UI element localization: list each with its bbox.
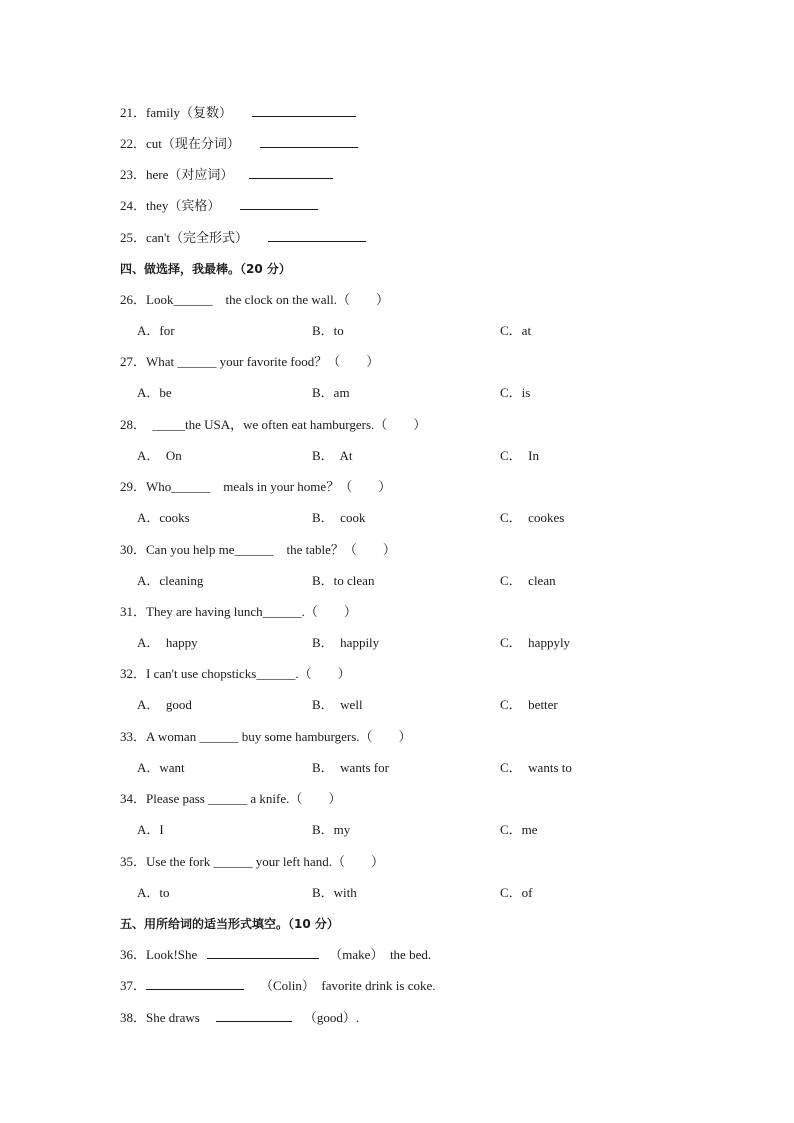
fill-item-row	[120, 135, 358, 153]
section-four-heading: 四、做选择，我最棒。（20 分）	[120, 262, 291, 276]
answer-blank[interactable]	[207, 946, 319, 959]
question-text: （good）.	[303, 1010, 360, 1025]
question-text: the table？（ ）	[273, 542, 396, 557]
question-number: 34．	[120, 791, 147, 806]
question-prompt: family（复数）	[146, 105, 232, 120]
question-number: 32．	[120, 666, 147, 681]
answer-blank[interactable]	[260, 135, 358, 148]
question-prompt: can't（完全形式）	[146, 230, 249, 245]
question-row	[120, 728, 412, 746]
question-number: 31．	[120, 604, 147, 619]
question-number: 23．	[120, 167, 147, 182]
option-b[interactable]: B．am	[312, 385, 350, 400]
option-b[interactable]: B．to clean	[312, 573, 375, 588]
question-number: 38．	[120, 1010, 147, 1025]
question-text: buy some hamburgers.（ ）	[238, 729, 412, 744]
question-prompt: cut（现在分词）	[146, 136, 240, 151]
question-text: I can't use chopsticks	[146, 666, 257, 681]
option-a[interactable]: A． good	[137, 697, 192, 712]
option-b[interactable]: B． well	[312, 697, 363, 712]
question-number: 33．	[120, 729, 147, 744]
option-b[interactable]: B．to	[312, 323, 344, 338]
question-row	[120, 478, 391, 496]
question-text: meals in your home？（ ）	[210, 479, 392, 494]
question-number: 37．	[120, 978, 147, 993]
option-a[interactable]: A．for	[137, 323, 175, 338]
answer-blank: ______	[234, 542, 274, 557]
fill-item-row	[120, 1009, 359, 1027]
question-text: Can you help me	[146, 542, 235, 557]
option-c[interactable]: C． better	[500, 697, 558, 712]
question-text: A woman	[146, 729, 200, 744]
answer-blank: ______	[173, 292, 213, 307]
option-a[interactable]: A．cleaning	[137, 573, 204, 588]
option-c[interactable]: C． clean	[500, 573, 556, 588]
question-text: your favorite food？（ ）	[216, 354, 380, 369]
question-number: 24．	[120, 198, 147, 213]
question-number: 29．	[120, 479, 147, 494]
question-row	[120, 853, 384, 871]
fill-item-row	[120, 977, 435, 995]
option-c[interactable]: C． cookes	[500, 510, 565, 525]
answer-blank[interactable]	[240, 197, 318, 210]
answer-blank: ______	[177, 354, 217, 369]
question-number: 21．	[120, 105, 147, 120]
question-prompt: they（宾格）	[146, 198, 221, 213]
answer-blank[interactable]	[216, 1009, 292, 1022]
answer-blank: ______	[256, 666, 296, 681]
question-text: a knife.（ ）	[247, 791, 342, 806]
question-text: Use the fork	[146, 854, 214, 869]
question-number: 28．	[120, 417, 147, 432]
option-b[interactable]: B．my	[312, 822, 351, 837]
fill-item-row	[120, 166, 333, 184]
answer-blank: ______	[213, 854, 253, 869]
answer-blank[interactable]	[146, 977, 244, 990]
question-text: What	[146, 354, 178, 369]
question-text: They are having lunch	[146, 604, 263, 619]
option-a[interactable]: A．be	[137, 385, 172, 400]
option-a[interactable]: A． happy	[137, 635, 198, 650]
option-b[interactable]: B． happily	[312, 635, 380, 650]
option-a[interactable]: A．cooks	[137, 510, 190, 525]
question-row	[120, 790, 341, 808]
question-prompt: here（对应词）	[146, 167, 234, 182]
option-c[interactable]: C．me	[500, 822, 538, 837]
question-text: .（ ）	[295, 666, 351, 681]
answer-blank: _____	[152, 417, 186, 432]
answer-blank[interactable]	[249, 166, 333, 179]
fill-item-row	[120, 229, 366, 247]
question-text: （Colin） favorite drink is coke.	[260, 978, 436, 993]
question-row	[120, 603, 357, 621]
question-number: 30．	[120, 542, 147, 557]
question-text: Who	[146, 479, 172, 494]
question-text: your left hand.（ ）	[252, 854, 384, 869]
question-number: 36．	[120, 947, 147, 962]
question-text: She draws	[146, 1010, 200, 1025]
option-b[interactable]: B． At	[312, 448, 353, 463]
question-row	[120, 541, 396, 559]
option-c[interactable]: C．at	[500, 323, 532, 338]
option-c[interactable]: C．of	[500, 885, 533, 900]
option-a[interactable]: A．I	[137, 822, 164, 837]
question-text: Look	[146, 292, 174, 307]
question-row	[120, 665, 351, 683]
fill-item-row	[120, 104, 356, 122]
section-five-heading: 五、用所给词的适当形式填空。（10 分）	[120, 917, 339, 931]
question-number: 26．	[120, 292, 147, 307]
option-a[interactable]: A． On	[137, 448, 182, 463]
question-number: 27．	[120, 354, 147, 369]
option-c[interactable]: C． wants to	[500, 760, 572, 775]
question-row	[120, 353, 379, 371]
question-text: the USA，we often eat hamburgers.（ ）	[185, 417, 427, 432]
question-text: Please pass	[146, 791, 209, 806]
question-text: （make） the bed.	[329, 947, 432, 962]
question-number: 25．	[120, 230, 147, 245]
question-text: the clock on the wall.（ ）	[212, 292, 390, 307]
question-text: .（ ）	[301, 604, 357, 619]
answer-blank[interactable]	[252, 104, 356, 117]
fill-item-row	[120, 197, 318, 215]
answer-blank: ______	[199, 729, 239, 744]
answer-blank: ______	[171, 479, 211, 494]
option-b[interactable]: B． cook	[312, 510, 366, 525]
option-c[interactable]: C． happyly	[500, 635, 571, 650]
option-a[interactable]: A．to	[137, 885, 170, 900]
question-row	[120, 416, 426, 434]
option-b[interactable]: B． wants for	[312, 760, 389, 775]
option-b[interactable]: B．with	[312, 885, 357, 900]
option-c[interactable]: C． In	[500, 448, 540, 463]
question-row	[120, 291, 389, 309]
answer-blank: ______	[262, 604, 302, 619]
answer-blank: ______	[208, 791, 248, 806]
answer-blank[interactable]	[268, 229, 366, 242]
question-number: 35．	[120, 854, 147, 869]
option-c[interactable]: C．is	[500, 385, 531, 400]
question-text: Look!She	[146, 947, 198, 962]
option-a[interactable]: A．want	[137, 760, 185, 775]
question-number: 22．	[120, 136, 147, 151]
fill-item-row	[120, 946, 431, 964]
